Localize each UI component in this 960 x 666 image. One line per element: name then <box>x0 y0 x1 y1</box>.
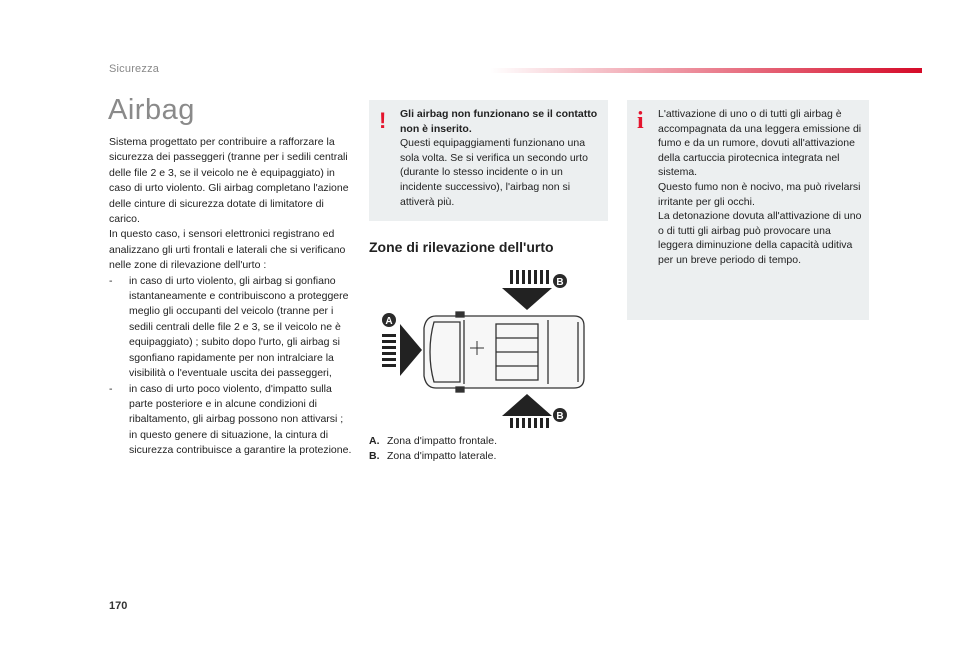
warning-box <box>369 100 608 221</box>
front-impact-arrow-icon <box>382 324 422 376</box>
side-impact-arrow-bottom-icon <box>502 394 552 428</box>
intro-column <box>109 135 354 459</box>
label-b-top: B <box>556 277 564 288</box>
label-a-badge <box>382 313 396 327</box>
header-accent-bar <box>490 68 922 73</box>
intro-paragraph-2: In questo caso, i sensori elettronici registrano ed analizzano gli urti frontali e laterali che si verificano nelle zone di rilevazione dell'urto : <box>109 228 346 272</box>
warning-text <box>400 107 602 209</box>
info-icon: i <box>637 108 644 134</box>
legend-text: Zona d'impatto laterale. <box>387 450 497 463</box>
legend-item <box>369 434 497 449</box>
label-a: A <box>385 316 393 327</box>
info-paragraph-2: Questo fumo non è nocivo, ma può rivelarsi irritante per gli occhi. <box>658 180 861 208</box>
info-box <box>627 100 869 320</box>
legend-item <box>369 449 497 464</box>
bullet-dash: - <box>109 274 113 287</box>
label-b-bottom-badge <box>553 408 567 422</box>
legend-key: A. <box>369 435 380 447</box>
warning-body: Questi equipaggiamenti funzionano una sola volta. Se si verifica un secondo urto (durante lo stesso incidente o in un incidente successivo), l'airbag non si attiverà più. <box>400 137 588 208</box>
side-impact-arrow-top-icon <box>502 270 552 310</box>
impact-zones-diagram <box>378 268 588 428</box>
bullet-text: in caso di urto poco violento, d'impatto sulla parte posteriore e in alcune condizioni di ribaltamento, gli airbag possono non attivarsi ; in questo genere di situazione, la cintura di sicurezza contribuisce a garantire la protezione. <box>129 382 352 457</box>
info-paragraph-3: La detonazione dovuta all'attivazione di uno o di tutti gli airbag può provocare una leggera diminuzione della capacità uditiva per un breve periodo di tempo. <box>658 210 862 266</box>
info-text <box>658 107 863 268</box>
vehicle-top-view-icon <box>424 312 584 392</box>
label-b-top-badge <box>553 274 567 288</box>
intro-bullet-list <box>109 274 354 459</box>
page-number: 170 <box>109 600 128 612</box>
zones-title: Zone di rilevazione dell'urto <box>369 239 554 255</box>
legend-text: Zona d'impatto frontale. <box>387 435 497 447</box>
section-label: Sicurezza <box>109 63 160 75</box>
warning-heading: Gli airbag non funzionano se il contatto non è inserito. <box>400 108 598 135</box>
exclamation-warning-icon: ! <box>379 108 387 133</box>
bullet-dash: - <box>109 382 113 395</box>
list-item <box>109 382 354 459</box>
info-paragraph-1: L'attivazione di uno o di tutti gli airbag è accompagnata da una leggera emissione di fumo e da un rumore, dovuti all'attivazione della cartuccia pirotecnica integrata nel sistema. <box>658 108 862 179</box>
legend-key: B. <box>369 450 380 463</box>
bullet-text: in caso di urto violento, gli airbag si gonfiano istantaneamente e contribuiscono a proteggere meglio gli occupanti del veicolo (tranne per i sedili centrali delle file 2 e 3, se il veicolo ne è equipaggiato) ; subito dopo l'urto, gli airbag si sgonfiano rapidamente per non intralciare la visibilità o l'eventuale uscita dei passeggeri, <box>129 274 349 380</box>
list-item <box>109 274 354 382</box>
zones-legend <box>369 434 497 465</box>
label-b-bottom: B <box>556 411 564 422</box>
page-title: Airbag <box>108 94 195 126</box>
intro-paragraph-1: Sistema progettato per contribuire a rafforzare la sicurezza dei passeggeri (tranne per i sedili centrali delle file 2 e 3, se il veicolo ne è equipaggiato) in caso di urto violento. Gli airbag completano l'azione delle cinture di sicurezza dotate di limitatore di carico. <box>109 136 349 226</box>
